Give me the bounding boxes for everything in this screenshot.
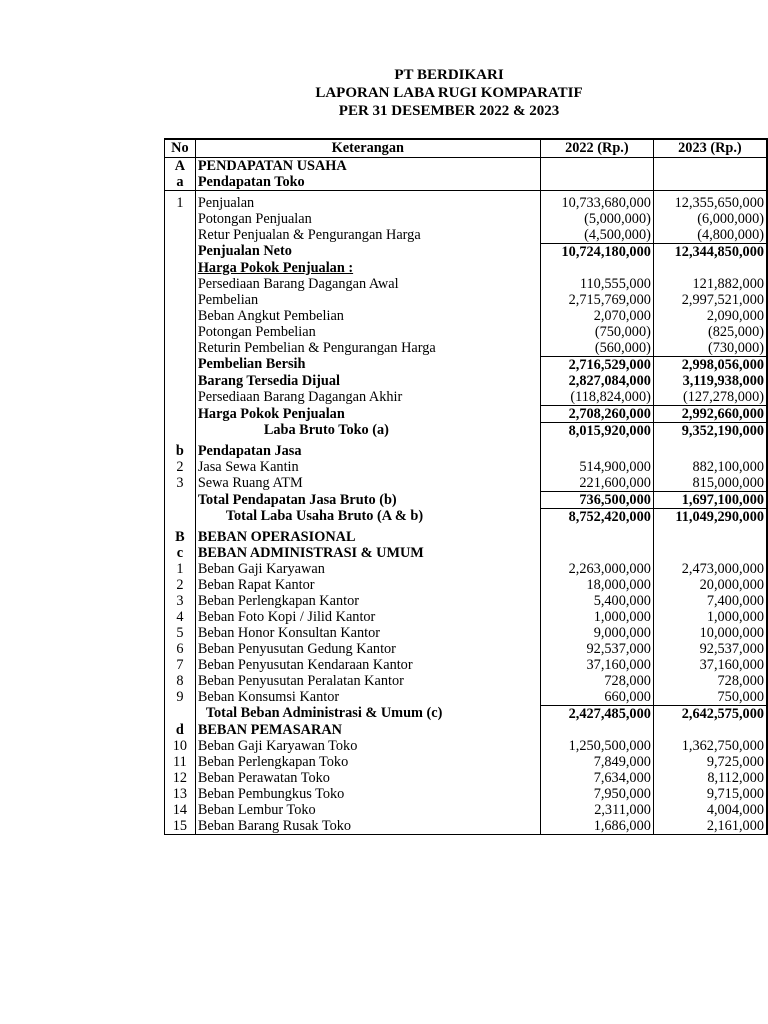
value-2023: 12,344,850,000 xyxy=(653,244,767,261)
row-number xyxy=(165,389,196,406)
value-2022: 1,686,000 xyxy=(540,818,653,835)
row-number xyxy=(165,706,196,723)
table-row xyxy=(165,609,768,625)
value-2022: (118,824,000) xyxy=(540,389,653,406)
row-description: Beban Foto Kopi / Jilid Kantor xyxy=(195,609,540,625)
row-number: 6 xyxy=(165,641,196,657)
row-number xyxy=(165,492,196,509)
table-row xyxy=(165,195,768,211)
row-description: Beban Pembungkus Toko xyxy=(195,786,540,802)
table-row xyxy=(165,373,768,389)
value-2023: 8,112,000 xyxy=(653,770,767,786)
column-header-2022: 2022 (Rp.) xyxy=(540,139,653,158)
value-2022 xyxy=(540,529,653,545)
value-2022: 2,708,260,000 xyxy=(540,406,653,423)
value-2023: 12,355,650,000 xyxy=(653,195,767,211)
table-row xyxy=(165,641,768,657)
row-description: Total Laba Usaha Bruto (A & b) xyxy=(195,509,540,526)
value-2022: 7,950,000 xyxy=(540,786,653,802)
table-row xyxy=(165,545,768,561)
row-description: Beban Perawatan Toko xyxy=(195,770,540,786)
row-number: b xyxy=(165,443,196,459)
row-description: Laba Bruto Toko (a) xyxy=(195,423,540,440)
table-row xyxy=(165,593,768,609)
value-2022 xyxy=(540,443,653,459)
value-2023: (127,278,000) xyxy=(653,389,767,406)
row-description: Beban Gaji Karyawan xyxy=(195,561,540,577)
value-2023: (6,000,000) xyxy=(653,211,767,227)
value-2023: 2,997,521,000 xyxy=(653,292,767,308)
row-number: A xyxy=(165,158,196,175)
table-row xyxy=(165,357,768,374)
value-2022: 728,000 xyxy=(540,673,653,689)
table-row xyxy=(165,689,768,706)
value-2022: 2,427,485,000 xyxy=(540,706,653,723)
row-description: Returin Pembelian & Pengurangan Harga xyxy=(195,340,540,357)
column-header-2023: 2023 (Rp.) xyxy=(653,139,767,158)
value-2023: 4,004,000 xyxy=(653,802,767,818)
value-2023: 1,362,750,000 xyxy=(653,738,767,754)
row-description: Penjualan Neto xyxy=(195,244,540,261)
row-description: Potongan Penjualan xyxy=(195,211,540,227)
row-number xyxy=(165,276,196,292)
table-row xyxy=(165,657,768,673)
table-row xyxy=(165,158,768,175)
table-header-row xyxy=(165,139,768,158)
row-number xyxy=(165,227,196,244)
row-description: Harga Pokok Penjualan : xyxy=(195,260,540,276)
value-2022: 2,311,000 xyxy=(540,802,653,818)
row-description: Jasa Sewa Kantin xyxy=(195,459,540,475)
row-number xyxy=(165,406,196,423)
row-description: Beban Perlengkapan Toko xyxy=(195,754,540,770)
value-2022: (4,500,000) xyxy=(540,227,653,244)
row-number: 7 xyxy=(165,657,196,673)
table-row xyxy=(165,389,768,406)
value-2022: (750,000) xyxy=(540,324,653,340)
table-row xyxy=(165,211,768,227)
value-2023: 20,000,000 xyxy=(653,577,767,593)
table-row xyxy=(165,706,768,723)
value-2022: 9,000,000 xyxy=(540,625,653,641)
value-2023: (825,000) xyxy=(653,324,767,340)
row-description: Beban Barang Rusak Toko xyxy=(195,818,540,835)
row-description: Potongan Pembelian xyxy=(195,324,540,340)
row-description: Harga Pokok Penjualan xyxy=(195,406,540,423)
value-2023: 7,400,000 xyxy=(653,593,767,609)
row-number: d xyxy=(165,722,196,738)
row-description: Beban Angkut Pembelian xyxy=(195,308,540,324)
value-2022: 2,716,529,000 xyxy=(540,357,653,374)
value-2023: 2,161,000 xyxy=(653,818,767,835)
table-row xyxy=(165,459,768,475)
table-row xyxy=(165,340,768,357)
row-number xyxy=(165,324,196,340)
value-2022: 7,634,000 xyxy=(540,770,653,786)
value-2023 xyxy=(653,260,767,276)
table-row xyxy=(165,260,768,276)
row-description: Persediaan Barang Dagangan Awal xyxy=(195,276,540,292)
row-number: 3 xyxy=(165,593,196,609)
value-2022: (5,000,000) xyxy=(540,211,653,227)
table-row xyxy=(165,786,768,802)
value-2023: 37,160,000 xyxy=(653,657,767,673)
value-2023: 2,090,000 xyxy=(653,308,767,324)
value-2023: 92,537,000 xyxy=(653,641,767,657)
table-row xyxy=(165,475,768,492)
value-2023: 9,725,000 xyxy=(653,754,767,770)
report-period: PER 31 DESEMBER 2022 & 2023 xyxy=(338,103,560,119)
value-2022 xyxy=(540,158,653,175)
column-header-no: No xyxy=(165,139,196,158)
row-number: 15 xyxy=(165,818,196,835)
row-description: Retur Penjualan & Pengurangan Harga xyxy=(195,227,540,244)
value-2022: 514,900,000 xyxy=(540,459,653,475)
row-number: 13 xyxy=(165,786,196,802)
row-number: 9 xyxy=(165,689,196,706)
row-number xyxy=(165,340,196,357)
row-number xyxy=(165,308,196,324)
value-2023 xyxy=(653,174,767,191)
table-row xyxy=(165,324,768,340)
value-2023: 11,049,290,000 xyxy=(653,509,767,526)
value-2023: 882,100,000 xyxy=(653,459,767,475)
value-2023: 3,119,938,000 xyxy=(653,373,767,389)
value-2023 xyxy=(653,529,767,545)
table-row xyxy=(165,722,768,738)
row-description: Pembelian xyxy=(195,292,540,308)
table-row xyxy=(165,625,768,641)
row-description: BEBAN OPERASIONAL xyxy=(195,529,540,545)
table-row xyxy=(165,509,768,526)
table-row xyxy=(165,492,768,509)
value-2022 xyxy=(540,260,653,276)
company-name: PT BERDIKARI xyxy=(394,67,504,83)
row-description: BEBAN ADMINISTRASI & UMUM xyxy=(195,545,540,561)
row-description: Barang Tersedia Dijual xyxy=(195,373,540,389)
table-row xyxy=(165,443,768,459)
row-description: Pembelian Bersih xyxy=(195,357,540,374)
row-number: c xyxy=(165,545,196,561)
value-2023 xyxy=(653,443,767,459)
value-2022: 8,015,920,000 xyxy=(540,423,653,440)
value-2022 xyxy=(540,545,653,561)
row-number: 3 xyxy=(165,475,196,492)
row-number: 4 xyxy=(165,609,196,625)
value-2023: 1,697,100,000 xyxy=(653,492,767,509)
table-row xyxy=(165,292,768,308)
row-description: Beban Konsumsi Kantor xyxy=(195,689,540,706)
report-title: LAPORAN LABA RUGI KOMPARATIF xyxy=(315,85,583,101)
value-2022: 8,752,420,000 xyxy=(540,509,653,526)
row-description: Beban Honor Konsultan Kantor xyxy=(195,625,540,641)
row-number: 10 xyxy=(165,738,196,754)
row-description: Beban Perlengkapan Kantor xyxy=(195,593,540,609)
value-2023: 121,882,000 xyxy=(653,276,767,292)
table-row xyxy=(165,770,768,786)
row-description: Total Beban Administrasi & Umum (c) xyxy=(195,706,540,723)
value-2022: 10,733,680,000 xyxy=(540,195,653,211)
value-2023 xyxy=(653,722,767,738)
value-2022: 5,400,000 xyxy=(540,593,653,609)
row-number xyxy=(165,509,196,526)
value-2023: (730,000) xyxy=(653,340,767,357)
row-number xyxy=(165,423,196,440)
row-description: Penjualan xyxy=(195,195,540,211)
value-2022: (560,000) xyxy=(540,340,653,357)
value-2023: (4,800,000) xyxy=(653,227,767,244)
table-row xyxy=(165,738,768,754)
value-2022: 10,724,180,000 xyxy=(540,244,653,261)
value-2023: 10,000,000 xyxy=(653,625,767,641)
value-2022: 2,263,000,000 xyxy=(540,561,653,577)
value-2022: 1,000,000 xyxy=(540,609,653,625)
table-row xyxy=(165,561,768,577)
table-row xyxy=(165,818,768,835)
value-2023: 2,992,660,000 xyxy=(653,406,767,423)
value-2023: 1,000,000 xyxy=(653,609,767,625)
value-2022: 92,537,000 xyxy=(540,641,653,657)
value-2023 xyxy=(653,545,767,561)
row-description: Beban Rapat Kantor xyxy=(195,577,540,593)
row-number: 12 xyxy=(165,770,196,786)
table-row xyxy=(165,406,768,423)
value-2023: 750,000 xyxy=(653,689,767,706)
table-row xyxy=(165,308,768,324)
value-2023: 728,000 xyxy=(653,673,767,689)
row-number: 1 xyxy=(165,561,196,577)
value-2022: 736,500,000 xyxy=(540,492,653,509)
row-number: 2 xyxy=(165,459,196,475)
row-description: Total Pendapatan Jasa Bruto (b) xyxy=(195,492,540,509)
value-2022: 1,250,500,000 xyxy=(540,738,653,754)
value-2023: 2,642,575,000 xyxy=(653,706,767,723)
value-2022: 7,849,000 xyxy=(540,754,653,770)
row-number: 2 xyxy=(165,577,196,593)
row-description: Beban Penyusutan Gedung Kantor xyxy=(195,641,540,657)
value-2023: 9,352,190,000 xyxy=(653,423,767,440)
table-row xyxy=(165,174,768,191)
row-number xyxy=(165,373,196,389)
row-description: Beban Lembur Toko xyxy=(195,802,540,818)
value-2022: 18,000,000 xyxy=(540,577,653,593)
row-number: 14 xyxy=(165,802,196,818)
row-number: 5 xyxy=(165,625,196,641)
row-number: 1 xyxy=(165,195,196,211)
value-2023: 2,998,056,000 xyxy=(653,357,767,374)
value-2022 xyxy=(540,722,653,738)
row-number xyxy=(165,211,196,227)
value-2022: 660,000 xyxy=(540,689,653,706)
value-2022: 2,070,000 xyxy=(540,308,653,324)
row-description: Beban Penyusutan Kendaraan Kantor xyxy=(195,657,540,673)
row-number xyxy=(165,260,196,276)
value-2023: 2,473,000,000 xyxy=(653,561,767,577)
income-statement-table xyxy=(164,138,768,835)
value-2022: 2,715,769,000 xyxy=(540,292,653,308)
table-row xyxy=(165,577,768,593)
table-row xyxy=(165,754,768,770)
table-row xyxy=(165,244,768,261)
table-row xyxy=(165,529,768,545)
table-row xyxy=(165,276,768,292)
row-description: Sewa Ruang ATM xyxy=(195,475,540,492)
row-number: a xyxy=(165,174,196,191)
table-row xyxy=(165,673,768,689)
row-description: Beban Penyusutan Peralatan Kantor xyxy=(195,673,540,689)
row-description: Pendapatan Toko xyxy=(195,174,540,191)
row-number xyxy=(165,292,196,308)
row-number: 8 xyxy=(165,673,196,689)
value-2023: 815,000,000 xyxy=(653,475,767,492)
row-number xyxy=(165,357,196,374)
row-description: PENDAPATAN USAHA xyxy=(195,158,540,175)
value-2022: 110,555,000 xyxy=(540,276,653,292)
row-description: Persediaan Barang Dagangan Akhir xyxy=(195,389,540,406)
row-number: 11 xyxy=(165,754,196,770)
row-number xyxy=(165,244,196,261)
row-number: B xyxy=(165,529,196,545)
value-2022: 37,160,000 xyxy=(540,657,653,673)
value-2022 xyxy=(540,174,653,191)
table-row xyxy=(165,423,768,440)
value-2023 xyxy=(653,158,767,175)
row-description: Beban Gaji Karyawan Toko xyxy=(195,738,540,754)
row-description: Pendapatan Jasa xyxy=(195,443,540,459)
value-2023: 9,715,000 xyxy=(653,786,767,802)
column-header-description: Keterangan xyxy=(195,139,540,158)
table-row xyxy=(165,802,768,818)
row-description: BEBAN PEMASARAN xyxy=(195,722,540,738)
value-2022: 2,827,084,000 xyxy=(540,373,653,389)
table-row xyxy=(165,227,768,244)
value-2022: 221,600,000 xyxy=(540,475,653,492)
